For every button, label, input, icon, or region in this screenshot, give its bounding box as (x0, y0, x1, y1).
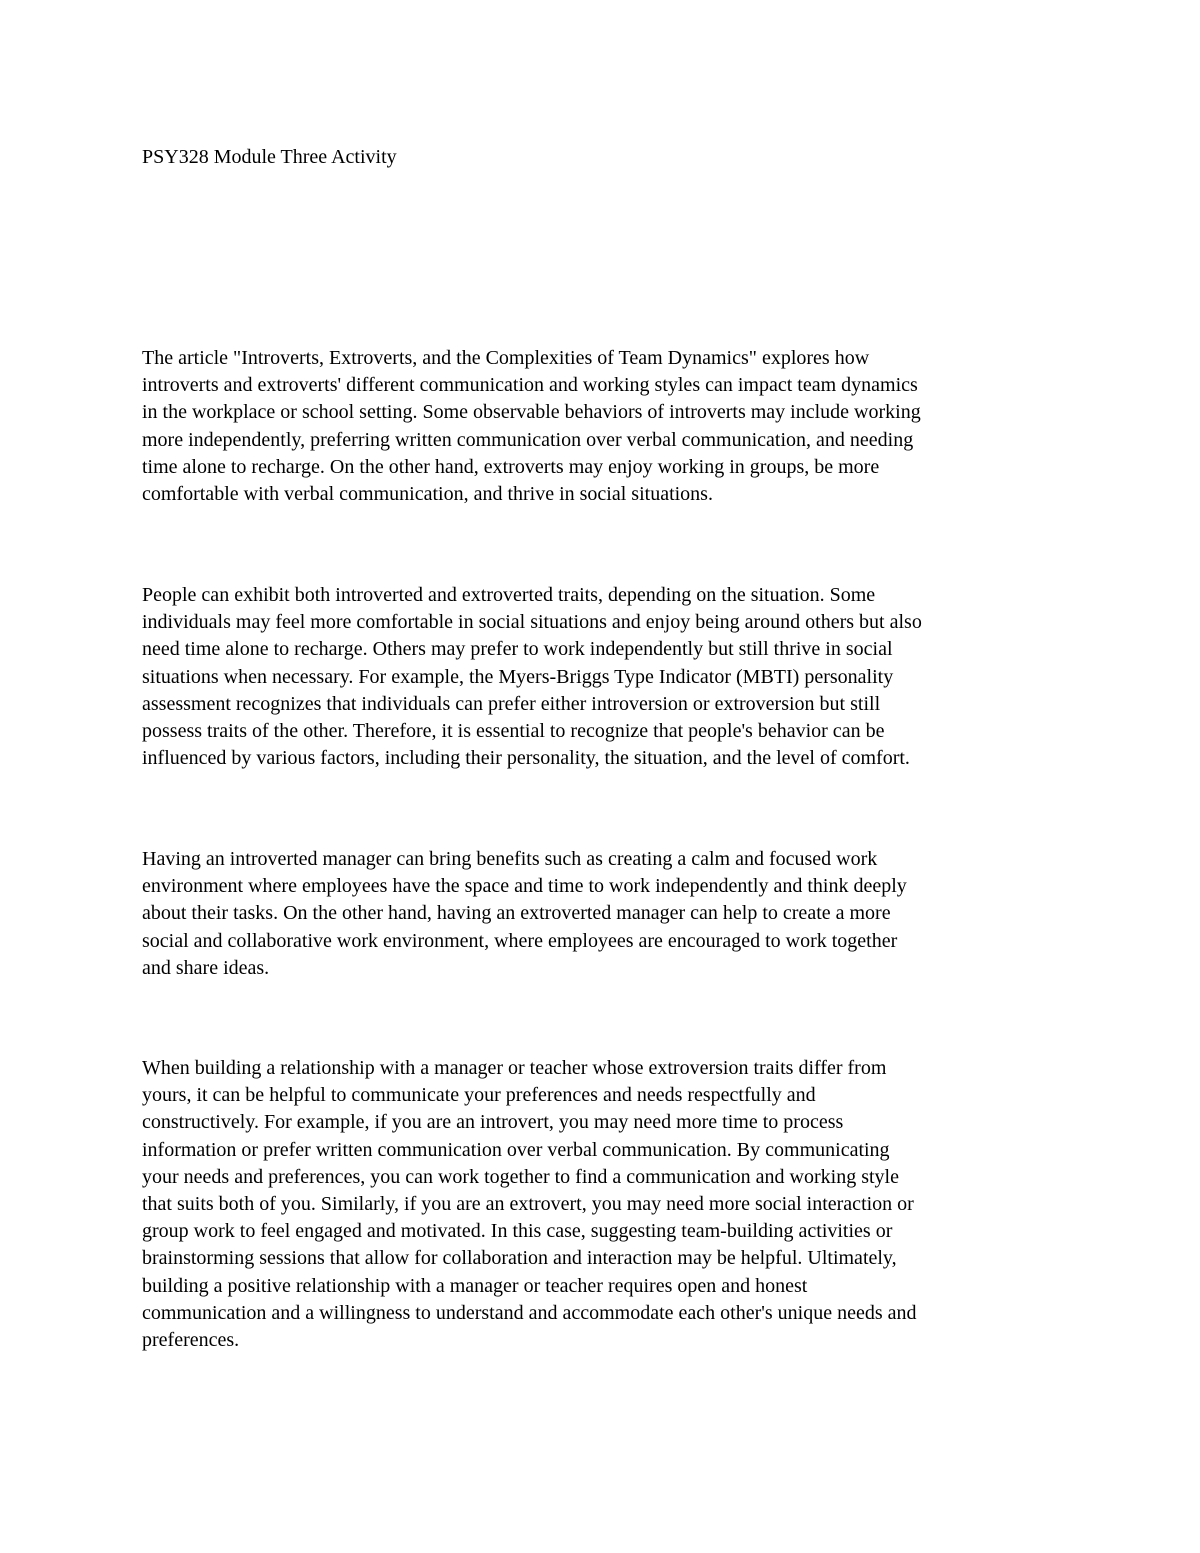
paragraph-line: and share ideas. (142, 956, 270, 979)
paragraph-line: that suits both of you. Similarly, if you are an extrovert, you may need more social interaction or (142, 1193, 914, 1216)
paragraph-line: Having an introverted manager can bring benefits such as creating a calm and focused work (142, 848, 878, 870)
paragraph-line: When building a relationship with a manager or teacher whose extroversion traits differ from (142, 1057, 887, 1079)
paragraph-line: social and collaborative work environment, where employees are encouraged to work together (142, 929, 898, 952)
paragraph-line: more independently, preferring written communication over verbal communication, and needing (142, 428, 914, 451)
paragraph-line: introverts and extroverts' different communication and working styles can impact team dynamics (142, 374, 918, 397)
paragraph-line: about their tasks. On the other hand, having an extroverted manager can help to create a more (142, 902, 891, 925)
paragraph-line: possess traits of the other. Therefore, it is essential to recognize that people's behavior can be (142, 720, 885, 743)
paragraph-line: assessment recognizes that individuals can prefer either introversion or extroversion but still (142, 692, 881, 715)
paragraph-line: constructively. For example, if you are an introvert, you may need more time to process (142, 1111, 844, 1134)
paragraph-line: environment where employees have the space and time to work independently and think deeply (142, 875, 907, 898)
paragraph-line: in the workplace or school setting. Some observable behaviors of introverts may include working (142, 401, 921, 424)
paragraph-4 (142, 1055, 916, 1354)
document-title: PSY328 Module Three Activity (142, 146, 397, 168)
paragraph-line: individuals may feel more comfortable in social situations and enjoy being around others but also (142, 611, 922, 634)
paragraph-line: your needs and preferences, you can work together to find a communication and working style (142, 1165, 899, 1188)
paragraph-line: need time alone to recharge. Others may prefer to work independently but still thrive in social (142, 638, 893, 661)
paragraph-line: People can exhibit both introverted and extroverted traits, depending on the situation. Some (142, 584, 876, 606)
paragraph-line: group work to feel engaged and motivated. In this case, suggesting team-building activities or (142, 1220, 893, 1243)
paragraph-line: time alone to recharge. On the other hand, extroverts may enjoy working in groups, be more (142, 455, 880, 478)
paragraph-line: influenced by various factors, including their personality, the situation, and the level of comfort. (142, 747, 910, 770)
paragraph-line: preferences. (142, 1329, 240, 1352)
paragraph-1 (142, 345, 921, 508)
paragraph-line: information or prefer written communication over verbal communication. By communicating (142, 1138, 890, 1161)
paragraph-3 (142, 846, 907, 982)
paragraph-line: yours, it can be helpful to communicate your preferences and needs respectfully and (142, 1084, 816, 1107)
paragraph-line: situations when necessary. For example, the Myers-Briggs Type Indicator (MBTI) personality (142, 665, 894, 688)
paragraph-line: building a positive relationship with a manager or teacher requires open and honest (142, 1274, 808, 1297)
paragraph-line: The article "Introverts, Extroverts, and the Complexities of Team Dynamics" explores how (142, 347, 870, 369)
paragraph-line: communication and a willingness to understand and accommodate each other's unique needs and (142, 1301, 917, 1324)
paragraph-line: brainstorming sessions that allow for collaboration and interaction may be helpful. Ultimately, (142, 1247, 897, 1270)
paragraph-line: comfortable with verbal communication, and thrive in social situations. (142, 483, 713, 506)
paragraph-2 (142, 582, 922, 772)
